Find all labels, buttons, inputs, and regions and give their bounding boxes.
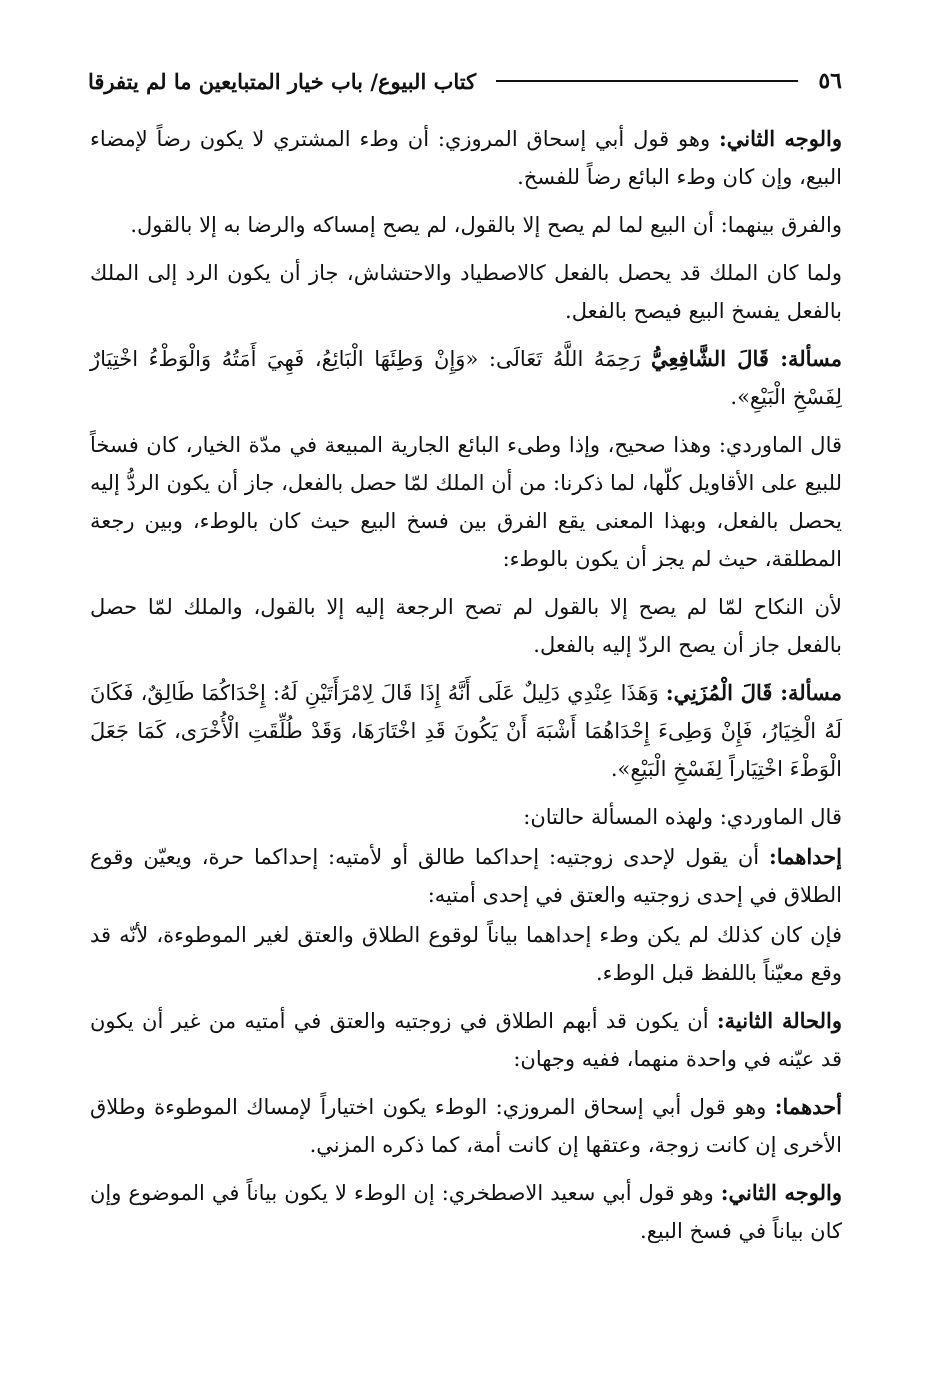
paragraph-lead: إحداهما: xyxy=(768,844,842,869)
running-title: كتاب البيوع/ باب خيار المتبايعين ما لم يتفرقا xyxy=(88,68,477,94)
paragraph xyxy=(90,340,842,416)
paragraph-text: رَحِمَهُ اللَّهُ تَعَالَى: «وَإِنْ وَطِئَهَا الْبَائِعُ، فَهِيَ أَمَتُهُ وَالْوَطْءُ اخْتِيَارٌ لِفَسْخِ الْبَيْعِ». xyxy=(90,347,842,409)
paragraph-text: فإن كان كذلك لم يكن وطء إحداهما بياناً لوقوع الطلاق والعتق لغير الموطوءة، لأنّه قد وقع معيّناً باللفظ قبل الوطء. xyxy=(90,923,842,985)
paragraph-lead: مسألة: قَالَ الْمُزَنِي: xyxy=(665,680,842,705)
paragraph-text: أن يقول لإحدى زوجتيه: إحداكما طالق أو لأمتيه: إحداكما حرة، ويعيّن وقوع الطلاق في إحدى زوجتيه والعتق في إحدى أمتيه: xyxy=(90,845,842,907)
paragraph xyxy=(90,798,842,836)
paragraph xyxy=(90,1002,842,1078)
paragraph-text: وهو قول أبي إسحاق المروزي: أن وطء المشتري لا يكون رضاً لإمضاء البيع، وإن كان وطء البائع رضاً للفسخ. xyxy=(90,127,842,189)
paragraph xyxy=(90,588,842,664)
paragraph xyxy=(90,120,842,196)
header-rule xyxy=(496,80,798,82)
page-body xyxy=(90,120,842,1260)
paragraph xyxy=(90,1174,842,1250)
paragraph xyxy=(90,674,842,788)
paragraph xyxy=(90,916,842,992)
paragraph-text: لأن النكاح لمّا لم يصح إلا بالقول لم تصح الرجعة إليه إلا بالقول، والملك لمّا حصل بالفعل جاز أن يصح الردّ إليه بالفعل. xyxy=(90,595,842,657)
paragraph xyxy=(90,426,842,578)
paragraph xyxy=(90,206,842,244)
paragraph-lead: أحدهما: xyxy=(774,1094,842,1119)
page-number: ٥٦ xyxy=(818,68,842,94)
paragraph xyxy=(90,1088,842,1164)
paragraph xyxy=(90,254,842,330)
paragraph xyxy=(90,838,842,914)
paragraph-text: وهو قول أبي سعيد الاصطخري: إن الوطء لا يكون بياناً في الموضوع وإن كان بياناً في فسخ البيع. xyxy=(90,1181,842,1243)
paragraph-lead: والحالة الثانية: xyxy=(716,1008,842,1033)
paragraph-lead: والوجه الثاني: xyxy=(720,1180,842,1205)
paragraph-text: أن يكون قد أبهم الطلاق في زوجتيه والعتق في أمتيه من غير أن يكون قد عيّنه في واحدة منهما، ففيه وجهان: xyxy=(90,1009,842,1071)
paragraph-text: قال الماوردي: ولهذه المسألة حالتان: xyxy=(523,805,842,829)
paragraph-text: ولما كان الملك قد يحصل بالفعل كالاصطياد والاحتشاش، جاز أن يكون الرد إلى الملك بالفعل يفسخ البيع فيصح بالفعل. xyxy=(90,261,842,323)
page-header xyxy=(88,66,842,96)
paragraph-text: وَهَذَا عِنْدِي دَلِيلٌ عَلَى أَنَّهُ إِذَا قَالَ لِامْرَأَتَيْنِ لَهُ: إِحْدَاكُمَا طَالِقٌ، فَكَانَ لَهُ الْخِيَارُ، فَإِنْ وَطِىءَ إِحْدَاهُمَا أَشْبَهَ أَنْ يَكُونَ قَدِ اخْتَارَهَا، وَقَدْ طُلِّقَتِ الْأُخْرَى، كَمَا جَعَلَ الْوَطْءَ اخْتِيَاراً لِفَسْخِ الْبَيْعِ». xyxy=(90,681,842,781)
paragraph-lead: مسألة: قَالَ الشَّافِعِيُّ xyxy=(651,346,842,371)
paragraph-text: وهو قول أبي إسحاق المروزي: الوطء يكون اختياراً لإمساك الموطوءة وطلاق الأخرى إن كانت زوجة، وعتقها إن كانت أمة، كما ذكره المزني. xyxy=(90,1095,842,1157)
paragraph-lead: والوجه الثاني: xyxy=(718,126,843,151)
paragraph-text: قال الماوردي: وهذا صحيح، وإذا وطىء البائع الجارية المبيعة في مدّة الخيار، كان فسخاً للبيع على الأقاويل كلّها، لما ذكرنا: من أن الملك لمّا حصل بالفعل، جاز أن يكون الردُّ إليه يحصل بالفعل، وبهذا المعنى يقع الفرق بين فسخ البيع حيث كان بالوطء، وبين رجعة المطلقة، حيث لم يجز أن يكون بالوطء: xyxy=(90,433,842,571)
paragraph-text: والفرق بينهما: أن البيع لما لم يصح إلا بالقول، لم يصح إمساكه والرضا به إلا بالقول. xyxy=(130,213,842,237)
